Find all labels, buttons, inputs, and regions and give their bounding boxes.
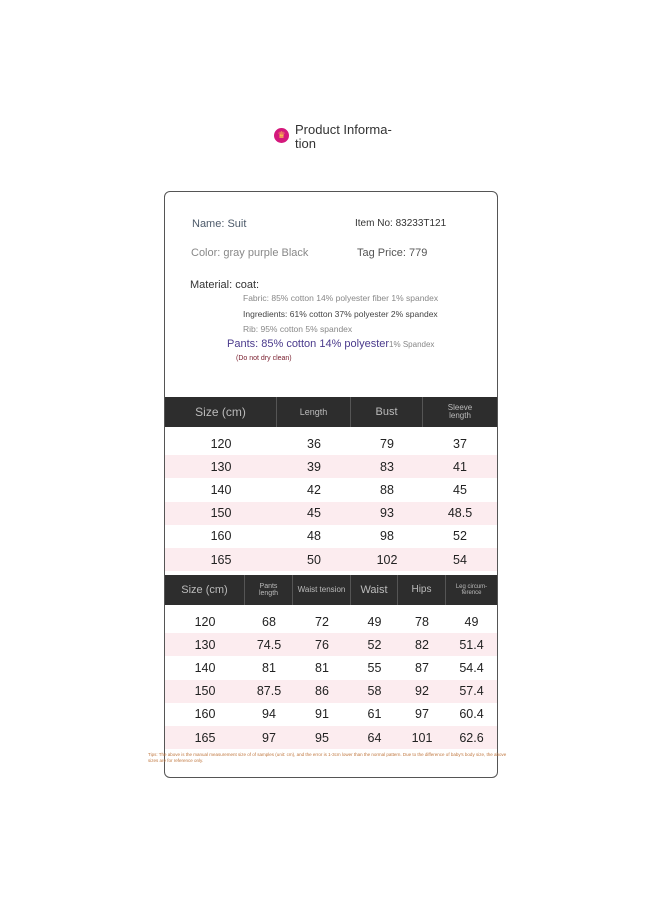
table-cell: 160 [194, 707, 216, 722]
table-cell: 39 [307, 459, 321, 474]
table-cell: 94 [262, 707, 276, 722]
table-row [165, 703, 497, 726]
bottom-table-col-header: Size (cm) [165, 575, 245, 605]
table-cell: 95 [315, 730, 329, 745]
table-cell: 49 [464, 614, 479, 629]
product-info-header [274, 123, 405, 151]
table-cell: 86 [315, 684, 329, 699]
table-cell: 82 [415, 637, 429, 652]
table-cell: 72 [315, 614, 329, 629]
table-cell: 81 [315, 660, 329, 675]
table-cell: 74.5 [256, 637, 282, 652]
table-cell: 87.5 [256, 684, 282, 699]
table-cell: 87 [415, 660, 429, 675]
table-cell: 61 [367, 707, 382, 722]
table-cell: 68 [262, 614, 276, 629]
table-cell: 150 [210, 506, 232, 521]
table-row [165, 478, 497, 501]
table-row [165, 548, 497, 571]
table-cell: 81 [262, 660, 276, 675]
pants-main: Pants: 85% cotton 14% polyester [227, 338, 390, 350]
table-row [165, 610, 497, 633]
pants-spandex: 1% Spandex [389, 340, 435, 349]
table-cell: 83 [380, 459, 394, 474]
table-cell: 165 [194, 730, 216, 745]
table-cell: 45 [307, 506, 321, 521]
table-cell: 45 [453, 482, 467, 497]
table-cell: 130 [210, 459, 232, 474]
table-cell: 62.6 [459, 730, 484, 745]
table-row [165, 502, 497, 525]
table-cell: 64 [367, 730, 382, 745]
table-cell: 165 [210, 552, 232, 567]
fabric-composition: Fabric: 85% cotton 14% polyester fiber 1% spandex [243, 293, 439, 303]
table-cell: 55 [367, 660, 382, 675]
table-cell: 79 [380, 436, 394, 451]
table-cell: 130 [194, 637, 216, 652]
top-table-col-header: Bust [351, 397, 423, 427]
bottom-table-col-header: Waist [351, 575, 398, 605]
table-cell: 76 [315, 637, 329, 652]
table-cell: 98 [380, 529, 394, 544]
ingredients-composition: Ingredients: 61% cotton 37% polyester 2% spandex [243, 309, 438, 319]
table-cell: 52 [367, 637, 382, 652]
item-number: Item No: 83233T121 [355, 218, 447, 229]
table-cell: 37 [453, 436, 467, 451]
table-cell: 88 [380, 482, 394, 497]
crown-icon: ♛ [274, 128, 289, 143]
table-row [165, 455, 497, 478]
pants-composition [227, 338, 434, 350]
care-instruction: (Do not dry clean) [236, 355, 292, 362]
bottom-table-col-header: Leg circum- ference [455, 584, 488, 596]
table-cell: 93 [380, 506, 394, 521]
table-cell: 92 [415, 684, 429, 699]
table-cell: 102 [376, 552, 398, 567]
table-cell: 97 [415, 707, 429, 722]
product-details [165, 192, 497, 397]
tag-price: Tag Price: 779 [357, 247, 428, 259]
bottom-table-col-header: Waist tension [293, 575, 351, 605]
table-cell: 150 [194, 684, 216, 699]
table-row [165, 726, 497, 749]
table-cell: 120 [194, 614, 216, 629]
table-cell: 48.5 [447, 506, 473, 521]
table-cell: 49 [367, 614, 382, 629]
bottom-table-col-header: Hips [398, 575, 446, 605]
product-color: Color: gray purple Black [191, 247, 309, 259]
top-table-header-row [165, 397, 497, 427]
top-table-col-header: Sleeve length [447, 403, 473, 420]
table-cell: 120 [210, 436, 232, 451]
table-cell: 160 [210, 529, 232, 544]
top-table-col-header: Length [277, 397, 351, 427]
table-cell: 52 [453, 529, 467, 544]
table-row [165, 525, 497, 548]
table-cell: 42 [307, 482, 321, 497]
table-cell: 36 [307, 436, 321, 451]
table-cell: 50 [307, 552, 321, 567]
table-row [165, 432, 497, 455]
table-cell: 97 [262, 730, 276, 745]
table-cell: 54 [453, 552, 467, 567]
table-cell: 57.4 [459, 684, 484, 699]
table-cell: 91 [315, 707, 329, 722]
table-row [165, 633, 497, 656]
bottom-table-col-header: Pants length [245, 575, 293, 605]
product-name: Name: Suit [192, 218, 247, 230]
table-cell: 54.4 [459, 660, 484, 675]
size-chart-card [164, 191, 498, 778]
table-cell: 60.4 [459, 707, 484, 722]
table-cell: 78 [415, 614, 429, 629]
measurement-tip: Tips: The above is the manual measurement size of of samples (unit: cm), and the error is 1-3cm lower than the normal pattern. Due to the difference of baby's body size, the above sizes are for reference only. [148, 752, 507, 763]
section-title: Product Informa- tion [295, 122, 392, 151]
table-cell: 48 [307, 529, 321, 544]
top-table-col-header: Size (cm) [165, 397, 277, 427]
table-cell: 58 [367, 684, 382, 699]
table-cell: 101 [411, 730, 433, 745]
material-label: Material: coat: [190, 279, 260, 291]
rib-composition: Rib: 95% cotton 5% spandex [243, 324, 353, 334]
table-cell: 51.4 [459, 637, 484, 652]
table-cell: 140 [210, 482, 232, 497]
table-cell: 41 [453, 459, 467, 474]
table-row [165, 656, 497, 679]
table-row [165, 680, 497, 703]
bottom-table-header-row [165, 575, 497, 605]
table-cell: 140 [194, 660, 216, 675]
